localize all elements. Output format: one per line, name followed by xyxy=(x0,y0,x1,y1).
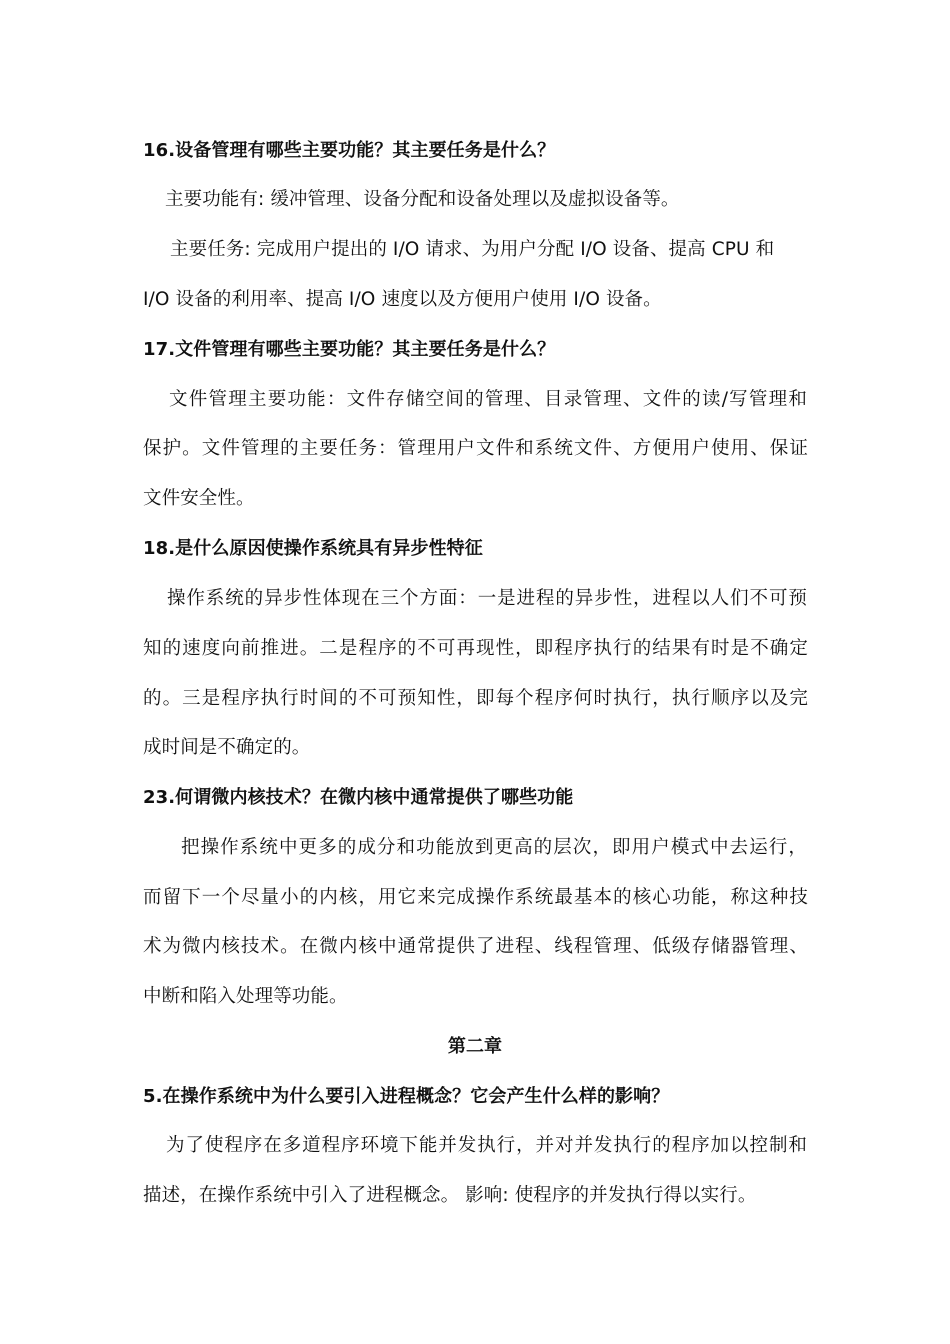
question-23-answer-line-3: 术为微内核技术。在微内核中通常提供了进程、线程管理、低级存储器管理、 xyxy=(143,936,808,957)
question-17-answer-line-1: 文件管理主要功能：文件存储空间的管理、目录管理、文件的读/写管理和 xyxy=(169,389,807,410)
question-23-answer-line-1: 把操作系统中更多的成分和功能放到更高的层次，即用户模式中去运行， xyxy=(181,837,807,858)
question-18-answer-line-2: 知的速度向前推进。二是程序的不可再现性，即程序执行的结果有时是不确定 xyxy=(143,638,808,659)
question-18-answer-line-4: 成时间是不确定的。 xyxy=(143,737,311,758)
question-18-answer-line-3: 的。三是程序执行时间的不可预知性，即每个程序何时执行，执行顺序以及完 xyxy=(143,688,808,709)
question-23-heading: 23.何谓微内核技术？在微内核中通常提供了哪些功能 xyxy=(143,787,574,808)
question-18-heading: 18.是什么原因使操作系统具有异步性特征 xyxy=(143,538,483,559)
chapter-2-question-5-answer-line-2: 描述，在操作系统中引入了进程概念。 影响: 使程序的并发执行得以实行。 xyxy=(143,1185,757,1206)
chapter-2-heading: 第二章 xyxy=(447,1036,503,1057)
question-16-answer-tasks-line-1: 主要任务: 完成用户提出的 I/O 请求、为用户分配 I/O 设备、提高 CPU 和 xyxy=(170,239,775,260)
question-16-heading: 16.设备管理有哪些主要功能？其主要任务是什么？ xyxy=(143,140,556,161)
question-23-answer-line-2: 而留下一个尽量小的内核，用它来完成操作系统最基本的核心功能，称这种技 xyxy=(143,887,808,908)
chapter-2-question-5-answer-line-1: 为了使程序在多道程序环境下能并发执行，并对并发执行的程序加以控制和 xyxy=(166,1135,807,1156)
question-17-answer-line-3: 文件安全性。 xyxy=(143,488,255,509)
question-17-heading: 17.文件管理有哪些主要功能？其主要任务是什么？ xyxy=(143,339,556,360)
question-16-answer-tasks-line-2: I/O 设备的利用率、提高 I/O 速度以及方便用户使用 I/O 设备。 xyxy=(143,289,662,310)
chapter-2-question-5-heading: 5.在操作系统中为什么要引入进程概念？它会产生什么样的影响？ xyxy=(143,1086,670,1107)
question-23-answer-line-4: 中断和陷入处理等功能。 xyxy=(143,986,348,1007)
question-16-answer-functions: 主要功能有: 缓冲管理、设备分配和设备处理以及虚拟设备等。 xyxy=(165,189,680,210)
question-17-answer-line-2: 保护。文件管理的主要任务：管理用户文件和系统文件、方便用户使用、保证 xyxy=(143,438,808,459)
question-18-answer-line-1: 操作系统的异步性体现在三个方面：一是进程的异步性，进程以人们不可预 xyxy=(167,588,807,609)
